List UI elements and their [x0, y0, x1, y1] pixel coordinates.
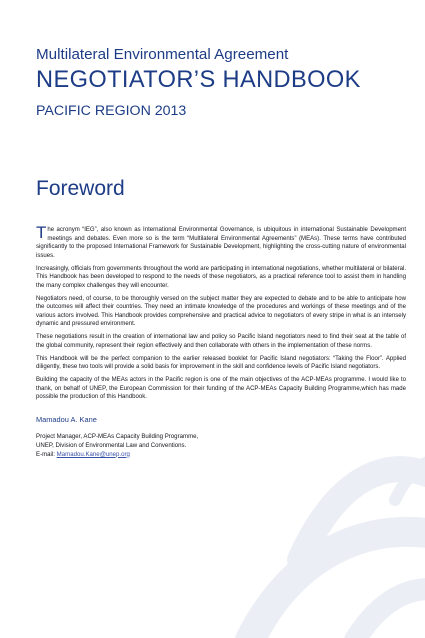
foreword-paragraph-6: Building the capacity of the MEAs actors in the Pacific region is one of the main objectives of the ACP-MEAs programme. I would like to thank, on behalf of UNEP, the European Commission for their funding of the ACP-MEAs Capacity Building Programme,which has made possible the production of this Handbook.: [36, 377, 406, 401]
page-header: [36, 46, 361, 120]
signatory-email-line: [36, 451, 406, 460]
foreword-heading: Foreword: [36, 177, 125, 200]
handbook-supertitle: Multilateral Environmental Agreement: [36, 46, 289, 63]
email-link[interactable]: Mamadou.Kane@unep.org: [56, 450, 130, 458]
handbook-region: PACIFIC REGION 2013: [36, 103, 187, 119]
foreword-body: [36, 223, 406, 459]
signatory-name: Mamadou A. Kane: [36, 414, 97, 424]
email-label: E-mail:: [36, 450, 55, 458]
foreword-paragraph-2: Increasingly, officials from governments throughout the world are participating in international negotiations, whether multilateral or bilateral. This Handbook has been developed to respond to the needs of these negotiators, as a practical reference tool to assist them in handling the many complex challenges they will encounter.: [36, 265, 406, 289]
foreword-paragraph-1: [36, 223, 406, 260]
foreword-paragraph-3: Negotiators need, of course, to be thoroughly versed on the subject matter they are expected to debate and to be able to anticipate how the outcomes will affect their countries. They need an intimate knowledge of the procedures and workings of these meetings and of the various actors involved. This Handbook provides comprehensive and practical advice to negotiators of every stripe in what is an intensely dynamic and pressured environment.: [36, 295, 406, 328]
foreword-paragraph-4: These negotiations result in the creation of international law and policy so Pacific Island negotiators need to find their seat at the table of the global community, represent their region effectively and then collaborate with others in the implementation of these norms.: [36, 334, 406, 349]
handbook-title: NEGOTIATOR’S HANDBOOK: [36, 67, 361, 93]
signatory-role-line-2: UNEP, Division of Environmental Law and Conventions.: [36, 441, 187, 449]
foreword-paragraph-1-text: he acronym “IEG”, also known as International Environmental Governance, is ubiquitous in international Sustainable Development meetings and debates. Even more so is the term “Multilateral Environmental Agreements” (MEAs). These terms have contributed significantly to the proposed International Framework for Sustainable Development, highlighting the cross-cutting nature of environmental issues.: [36, 227, 406, 259]
signatory-role-line-1: Project Manager, ACP-MEAs Capacity Building Programme,: [36, 432, 199, 440]
drop-cap: T: [36, 223, 47, 242]
foreword-paragraph-5: This Handbook will be the perfect companion to the earlier released booklet for Pacific Island negotiators: “Taking the Floor”. Applied diligently, these two tools will provide a solid basis for improvement in the skill and confidence levels of Pacific Island negotiators.: [36, 355, 406, 371]
signatory-details: [36, 433, 406, 459]
